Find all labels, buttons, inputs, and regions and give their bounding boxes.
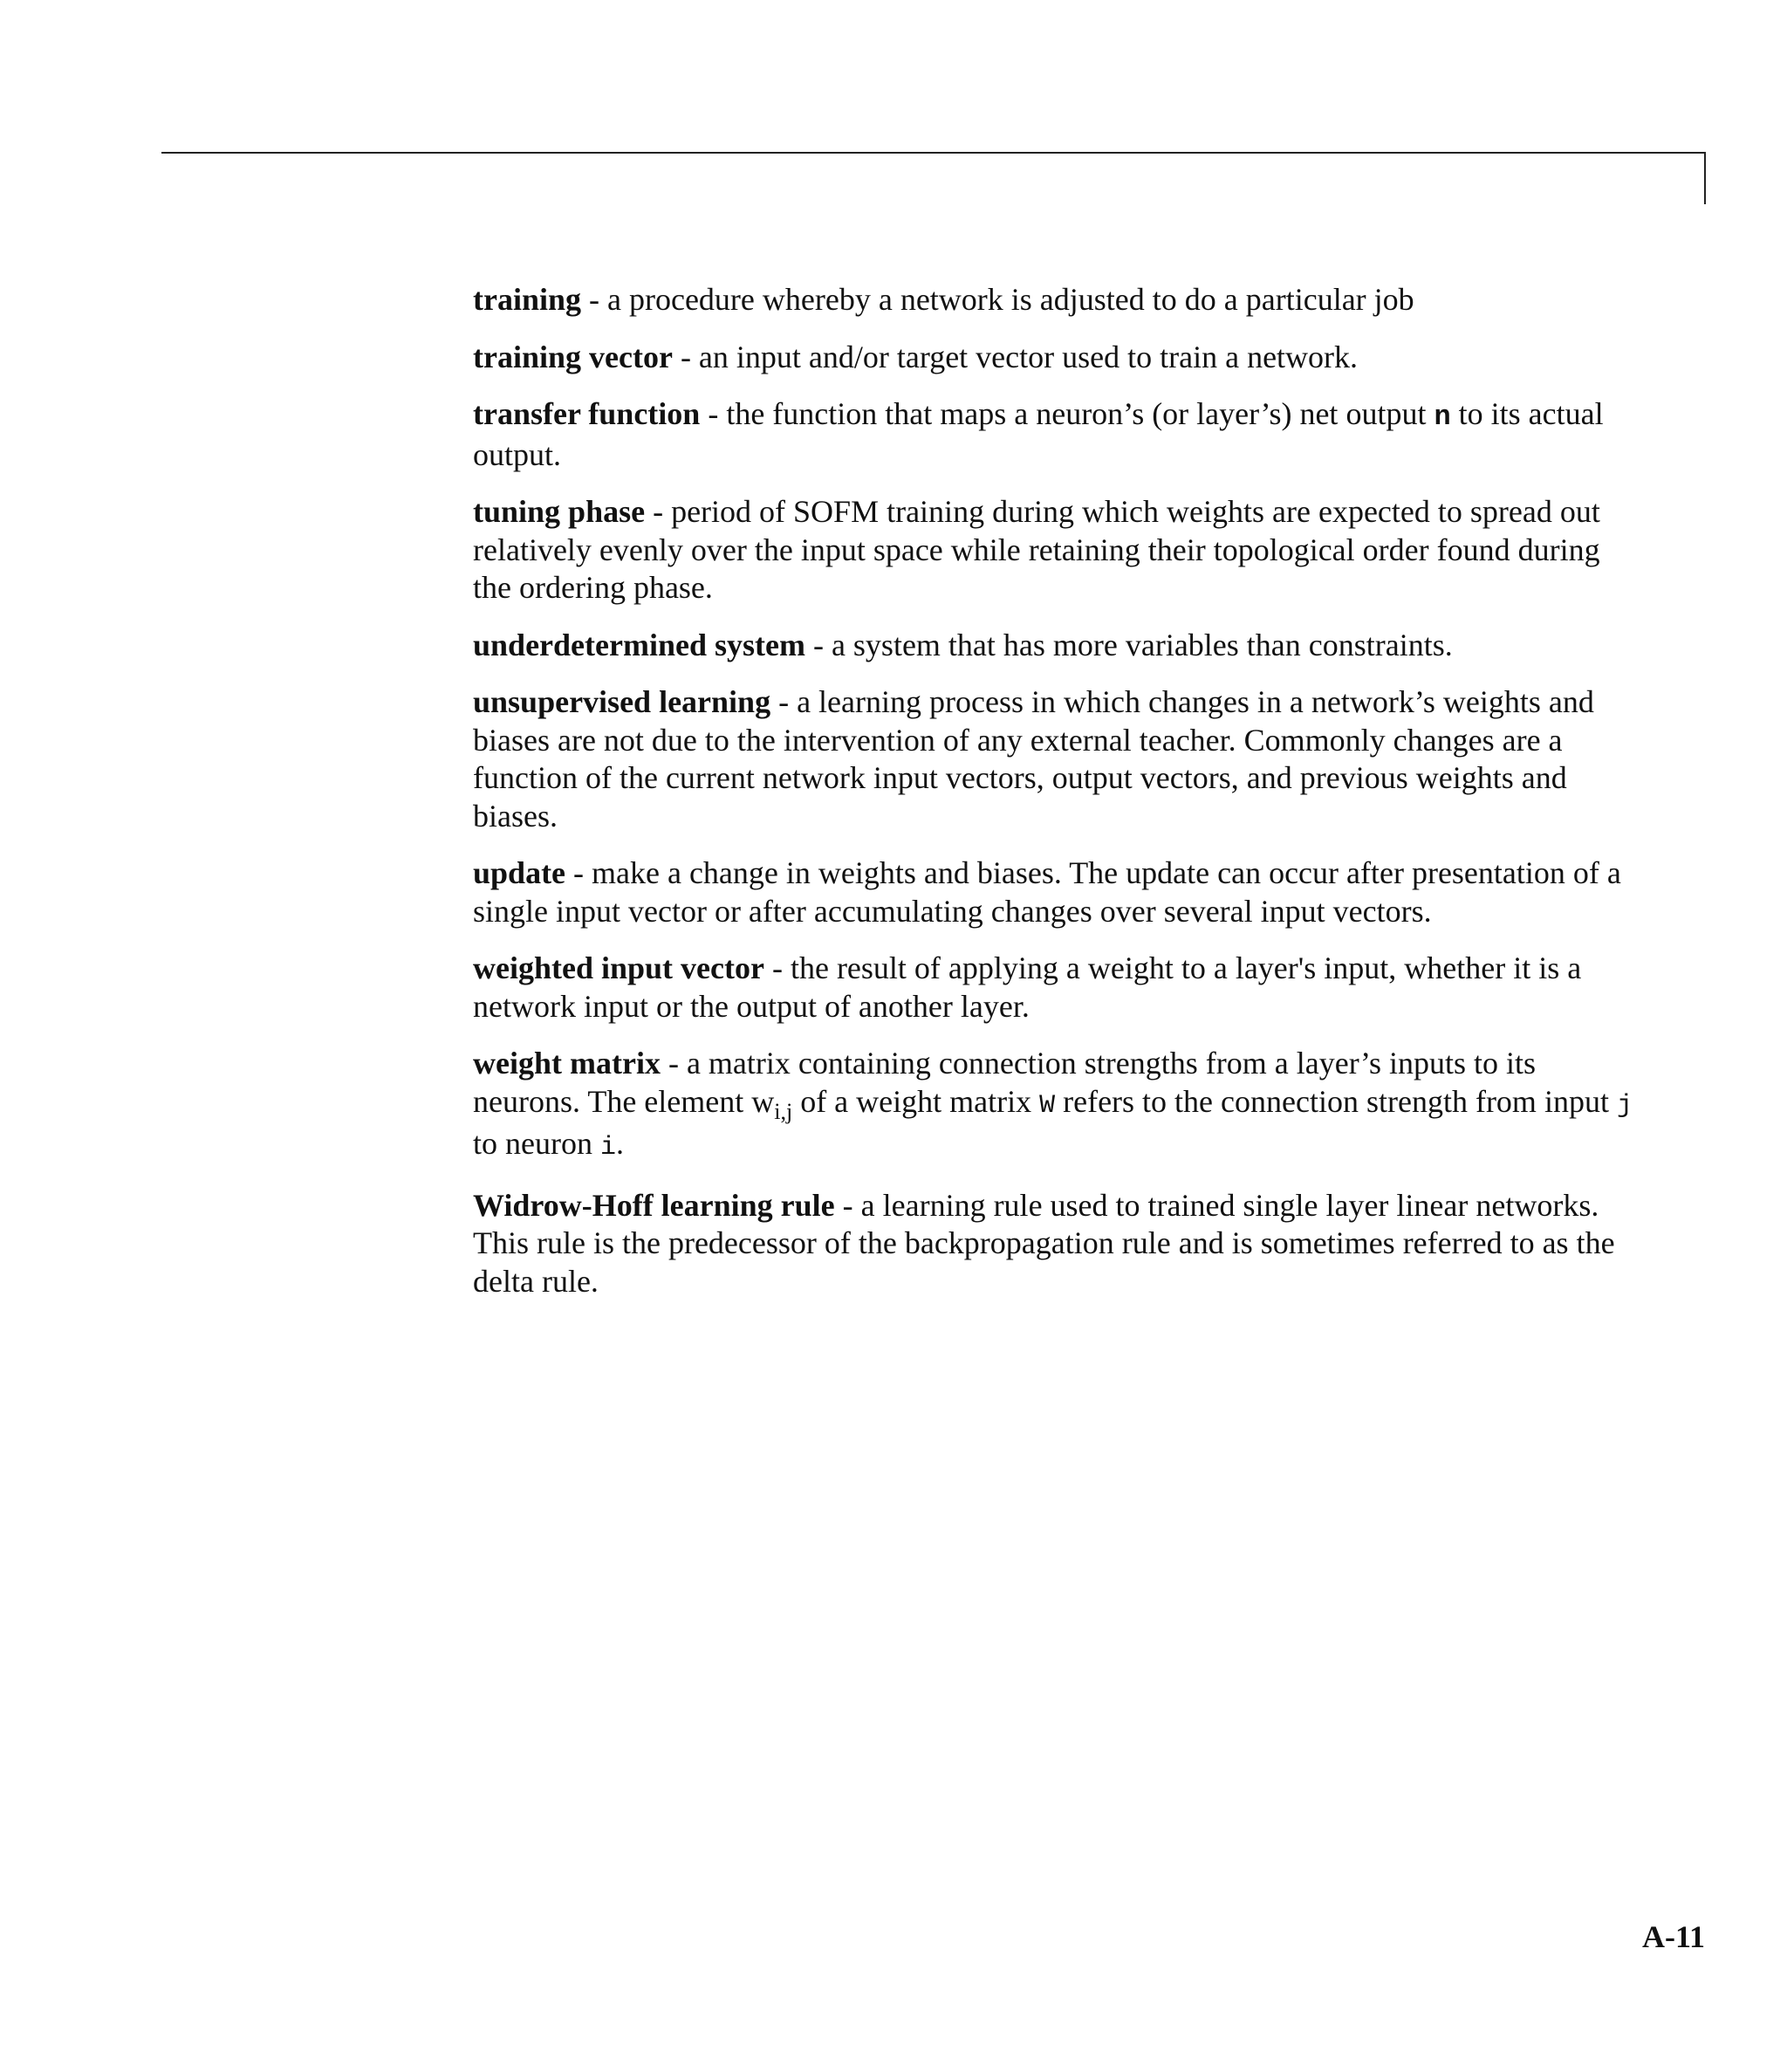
glossary-definition: - a learning rule used to trained single layer linear networks. This rule is the predecessor of the backpropagation rule and is sometimes referred to as the delta rule.: [473, 1187, 1615, 1299]
glossary-entry-update: [473, 854, 1633, 930]
glossary-entry-underdetermined-system: [473, 627, 1633, 665]
glossary-term: underdetermined system: [473, 627, 805, 662]
glossary-definition-tail: to its actual output.: [473, 396, 1604, 472]
glossary-entry-unsupervised-learning: [473, 683, 1633, 835]
glossary-entry-weight-matrix: [473, 1045, 1633, 1168]
glossary-term: tuning phase: [473, 494, 646, 529]
glossary-term: weighted input vector: [473, 950, 764, 985]
glossary-definition-part: refers to the connection strength from input: [1055, 1083, 1617, 1119]
glossary-entry-transfer-function: [473, 395, 1633, 474]
glossary-definition: - make a change in weights and biases. The update can occur after presentation of a single input vector or after accumulating changes over several input vectors.: [473, 855, 1621, 929]
page-number: A-11: [1642, 1919, 1705, 1954]
header-rule: [161, 152, 1706, 154]
glossary-definition: - the result of applying a weight to a layer's input, whether it is a network input or the output of another layer.: [473, 950, 1582, 1024]
header-rule-tick: [1704, 152, 1706, 204]
element-subscript: i,j: [774, 1098, 793, 1124]
glossary-entry-training: [473, 281, 1633, 319]
glossary-definition: - a system that has more variables than constraints.: [804, 627, 1453, 662]
glossary-definition: - a matrix containing connection strengths from a layer’s inputs to its neurons. The element w: [473, 1046, 1537, 1119]
glossary-entries: [473, 281, 1633, 1320]
glossary-definition-part: to neuron: [473, 1126, 600, 1161]
glossary-definition: - period of SOFM training during which weights are expected to spread out relatively evenly over the input space while retaining their topological order found during the ordering phase.: [473, 494, 1600, 605]
glossary-entry-training-vector: [473, 339, 1633, 377]
net-output-symbol: n: [1434, 401, 1451, 433]
glossary-term: Widrow-Hoff learning rule: [473, 1187, 835, 1223]
glossary-term: unsupervised learning: [473, 684, 771, 719]
glossary-definition: - an input and/or target vector used to train a network.: [672, 339, 1359, 374]
glossary-term: update: [473, 855, 566, 890]
glossary-definition-tail: .: [615, 1126, 624, 1161]
weight-matrix-symbol: W: [1039, 1090, 1056, 1121]
glossary-term: training: [473, 282, 582, 317]
glossary-entry-widrow-hoff-learning-rule: [473, 1187, 1633, 1301]
glossary-definition: - a procedure whereby a network is adjusted to do a particular job: [581, 282, 1414, 317]
glossary-definition-part: of a weight matrix: [792, 1083, 1040, 1119]
glossary-entry-weighted-input-vector: [473, 950, 1633, 1026]
glossary-term: training vector: [473, 339, 673, 374]
glossary-term: weight matrix: [473, 1046, 661, 1081]
glossary-definition: - the function that maps a neuron’s (or layer’s) net output: [700, 396, 1434, 431]
glossary-term: transfer function: [473, 396, 701, 431]
glossary-definition: - a learning process in which changes in a network’s weights and biases are not due to the intervention of any external teacher. Commonly changes are a function of the current network input vectors, output vectors, and previous weights and biases.: [473, 684, 1594, 834]
neuron-index-i: i: [599, 1133, 616, 1163]
glossary-entry-tuning-phase: [473, 493, 1633, 607]
input-index-j: j: [1616, 1090, 1633, 1121]
